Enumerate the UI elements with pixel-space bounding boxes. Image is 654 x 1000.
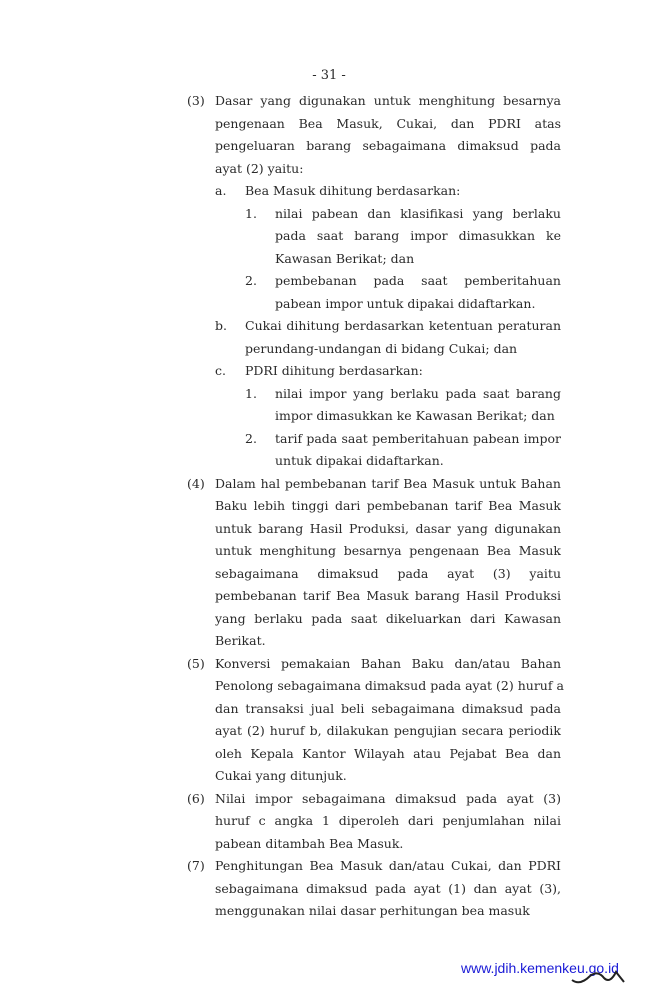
item-label: 2. [245, 430, 257, 446]
paragraph-item [0, 383, 654, 428]
text-line: Berikat. [215, 633, 266, 648]
paragraph-item [0, 203, 654, 271]
paragraph-item [0, 855, 654, 923]
paragraph-item [0, 360, 654, 383]
paragraph-item [0, 473, 654, 653]
item-label: (5) [187, 655, 205, 671]
text-line: pabean ditambah Bea Masuk. [215, 835, 404, 851]
text-line: tarif pada saat pemberitahuan pabean impor [275, 430, 561, 446]
paragraph-item [0, 428, 654, 473]
text-line: yang berlaku pada saat dikeluarkan dari Kawasan [215, 610, 561, 626]
text-line: pabean impor untuk dipakai didaftarkan. [275, 295, 536, 311]
text-line: Penolong sebagaimana dimaksud pada ayat (2) huruf a [215, 678, 564, 693]
text-line: pengeluaran barang sebagaimana dimaksud pada [215, 138, 561, 153]
paragraph-item [0, 90, 654, 180]
text-line: Nilai impor sebagaimana dimaksud pada ayat (3) [215, 790, 561, 806]
item-label: (3) [187, 93, 205, 108]
page-number-text: - 31 - [312, 68, 346, 83]
text-line: impor dimasukkan ke Kawasan Berikat; dan [275, 408, 555, 423]
paragraph-item [0, 180, 654, 203]
item-label: (6) [187, 790, 205, 806]
document-body [0, 90, 654, 923]
text-line: nilai pabean dan klasifikasi yang berlaku [275, 205, 561, 221]
page-number [0, 68, 654, 83]
text-line: huruf c angka 1 diperoleh dari penjumlahan nilai [215, 813, 561, 828]
text-line: Dasar yang digunakan untuk menghitung besarnya [215, 93, 561, 108]
footer-url[interactable]: www.jdih.kemenkeu.go.id [461, 960, 619, 976]
text-line: dan transaksi jual beli sebagaimana dimaksud pada [215, 700, 561, 716]
text-line: sebagaimana dimaksud pada ayat (1) dan ayat (3), [215, 880, 561, 896]
text-line: PDRI dihitung berdasarkan: [245, 363, 423, 378]
text-line: Penghitungan Bea Masuk dan/atau Cukai, dan PDRI [215, 858, 561, 873]
item-label: 1. [245, 385, 257, 401]
text-line: oleh Kepala Kantor Wilayah atau Pejabat Bea dan [215, 745, 561, 761]
text-line: nilai impor yang berlaku pada saat barang [275, 385, 561, 401]
item-label: a. [215, 183, 227, 198]
paragraph-item [0, 270, 654, 315]
item-label: 1. [245, 205, 257, 221]
text-line: Konversi pemakaian Bahan Baku dan/atau Bahan [215, 655, 561, 671]
text-line: perundang-undangan di bidang Cukai; dan [245, 340, 518, 356]
text-line: ayat (2) huruf b, dilakukan pengujian secara periodik [215, 723, 561, 738]
item-label: 2. [245, 273, 257, 288]
item-label: b. [215, 318, 227, 333]
text-line: pengenaan Bea Masuk, Cukai, dan PDRI atas [215, 115, 561, 131]
paragraph-item [0, 788, 654, 856]
item-label: (7) [187, 858, 205, 873]
text-line: sebagaimana dimaksud pada ayat (3) yaitu [215, 565, 561, 581]
item-label: (4) [187, 475, 205, 491]
text-line: Baku lebih tinggi dari pembebanan tarif Bea Masuk [215, 498, 561, 513]
text-line: pembebanan tarif Bea Masuk barang Hasil Produksi [215, 588, 561, 603]
signature-mark [570, 966, 626, 988]
text-line: pembebanan pada saat pemberitahuan [275, 273, 561, 288]
text-line: untuk menghitung besarnya pengenaan Bea Masuk [215, 543, 561, 558]
paragraph-item [0, 653, 654, 788]
paragraph-item [0, 315, 654, 360]
text-line: untuk barang Hasil Produksi, dasar yang digunakan [215, 520, 561, 536]
text-line: Cukai yang ditunjuk. [215, 768, 347, 783]
text-line: ayat (2) yaitu: [215, 160, 304, 176]
text-line: Cukai dihitung berdasarkan ketentuan peraturan [245, 318, 561, 333]
text-line: Kawasan Berikat; dan [275, 250, 415, 266]
text-line: pada saat barang impor dimasukkan ke [275, 228, 561, 243]
text-line: Dalam hal pembebanan tarif Bea Masuk untuk Bahan [215, 475, 561, 491]
text-line: Bea Masuk dihitung berdasarkan: [245, 183, 461, 198]
item-label: c. [215, 363, 226, 378]
text-line: menggunakan nilai dasar perhitungan bea masuk [215, 903, 530, 918]
text-line: untuk dipakai didaftarkan. [275, 453, 444, 468]
